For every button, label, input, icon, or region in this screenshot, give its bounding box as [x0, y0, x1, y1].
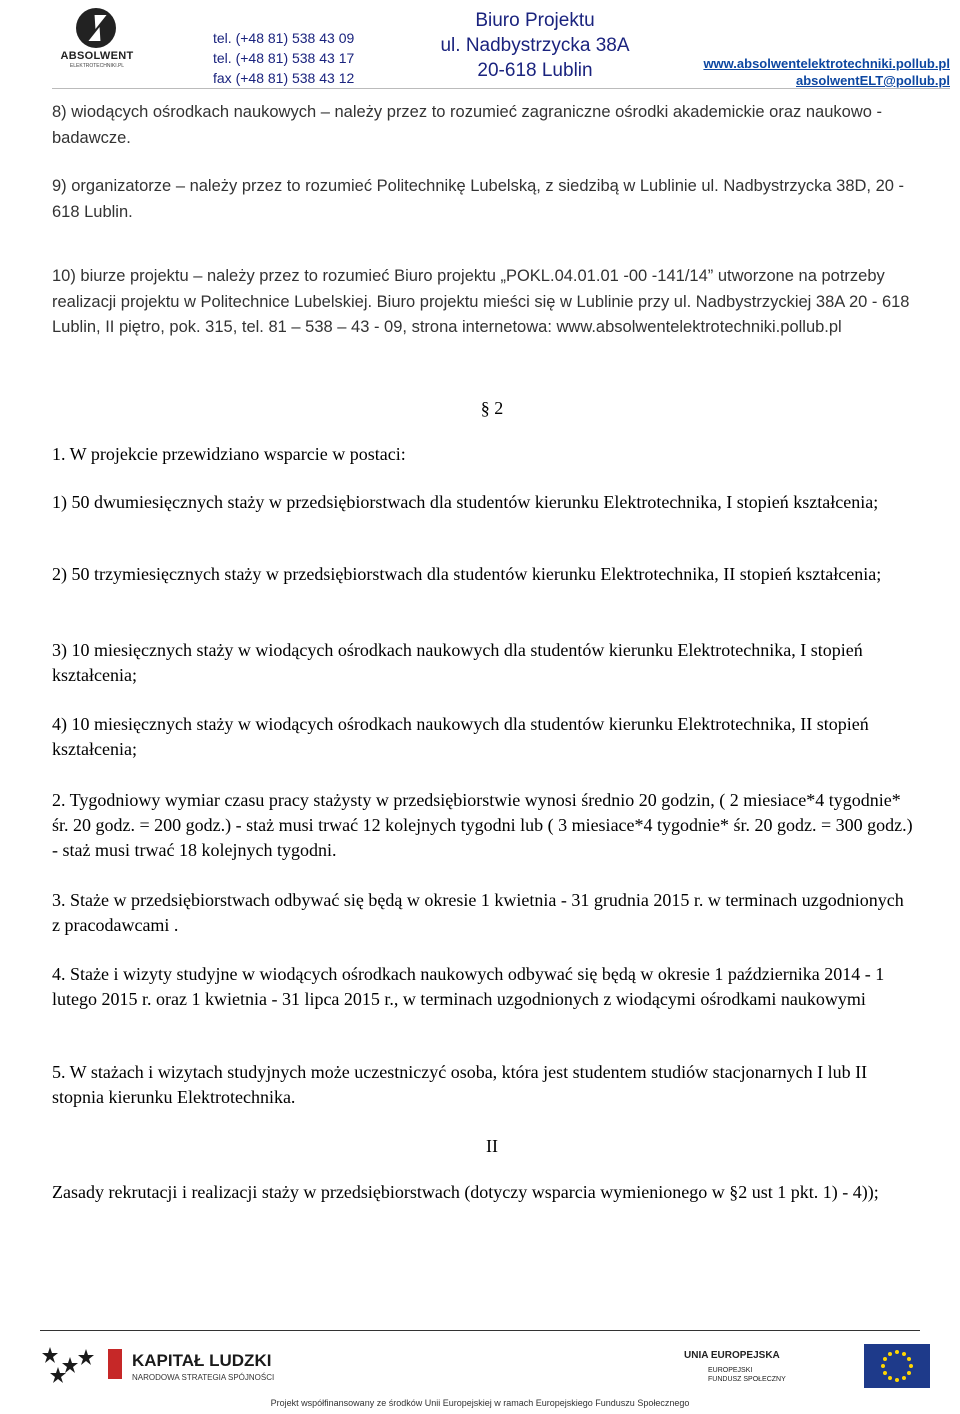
eu-stars-circle-icon — [864, 1344, 930, 1388]
stars-icon — [40, 1345, 100, 1385]
item-1: 1) 50 dwumiesięcznych staży w przedsiębiorstwach dla studentów kierunku Elektrotechnika, I stopień kształcenia; — [52, 492, 879, 512]
definition-9: 9) organizatorze – należy przez to rozumieć Politechnikę Lubelską, z siedzibą w Lublinie ul. Nadbystrzycka 38D, 20 - 618 Lublin. — [52, 177, 905, 221]
footer-divider — [40, 1330, 920, 1331]
eu-flag-icon — [864, 1344, 930, 1388]
eu-subtitle — [708, 1366, 786, 1384]
office-street: ul. Nadbystrzycka 38A — [440, 35, 630, 56]
fax: fax (+48 81) 538 43 12 — [213, 70, 355, 86]
kapital-ludzki-subtitle: NARODOWA STRATEGIA SPÓJNOŚCI — [132, 1373, 275, 1382]
logo-name: ABSOLWENT — [60, 50, 134, 62]
absolwent-logo — [52, 8, 142, 72]
definition-8: 8) wiodących ośrodkach naukowych – należy przez to rozumieć zagraniczne ośrodki akademickie oraz naukowo - badawcze. — [52, 103, 882, 147]
recruitment-rules: Zasady rekrutacji i realizacji staży w przedsiębiorstwach (dotyczy wsparcia wymienionego w §2 ust 1 pkt. 1) - 4)); — [52, 1182, 879, 1202]
section-ii-heading: II — [486, 1136, 498, 1156]
email-link[interactable]: absolwentELT@pollub.pl — [796, 73, 950, 88]
item-2: 2) 50 trzymiesięcznych staży w przedsiębiorstwach dla studentów kierunku Elektrotechnika, II stopień kształcenia; — [52, 564, 882, 584]
phone-1: tel. (+48 81) 538 43 09 — [213, 30, 355, 46]
phone-2: tel. (+48 81) 538 43 17 — [213, 50, 355, 66]
paragraph-1: 1. W projekcie przewidziano wsparcie w postaci: — [52, 444, 406, 464]
flag-mark — [108, 1349, 122, 1379]
website-link[interactable]: www.absolwentelektrotechniki.pollub.pl — [703, 56, 950, 71]
eu-subtitle-line-2: FUNDUSZ SPOŁECZNY — [708, 1376, 786, 1383]
paragraph-5: 5. W stażach i wizytach studyjnych może uczestniczyć osoba, która jest studentem studiów stacjonarnych I lub II stopnia kierunku Elektrotechnika. — [52, 1062, 868, 1107]
definition-10: 10) biurze projektu – należy przez to rozumieć Biuro projektu „POKL.04.01.01 -00 -141/14” utworzone na potrzeby realizacji projektu w Politechnice Lubelskiej. Biuro projektu mieści się w Lublinie przy ul. Nadbystrzyckiej 38A 20 - 618 Lublin, II piętro, pok. 315, tel. 81 – 538 – 43 - 09, strona internetowa: www.absolwentelektrotechniki.pollub.pl — [52, 267, 910, 336]
item-4: 4) 10 miesięcznych staży w wiodących ośrodkach naukowych dla studentów kierunku Elektrotechnika, II stopień kształcenia; — [52, 714, 869, 759]
eu-title: UNIA EUROPEJSKA — [684, 1350, 780, 1361]
eu-logo — [670, 1342, 930, 1390]
letterhead — [0, 0, 960, 90]
office-address — [420, 8, 650, 83]
section-2-heading: § 2 — [480, 398, 504, 418]
office-title: Biuro Projektu — [475, 10, 595, 31]
paragraph-3: 3. Staże w przedsiębiorstwach odbywać się będą w okresie 1 kwietnia - 31 grudnia 2015 r. w terminach uzgodnionych z pracodawcami . — [52, 890, 904, 935]
paragraph-2: 2. Tygodniowy wymiar czasu pracy stażysty w przedsiębiorstwie wynosi średnio 20 godzin, ( 2 miesiace*4 tygodnie* śr. 20 godz. = 200 godz.) - staż musi trwać 12 kolejnych tygodni lub ( 3 miesiace*4 tygodnie* śr. 20 godz. = 300 godz.) - staż musi trwać 18 kolejnych tygodni. — [52, 790, 913, 860]
kapital-ludzki-logo — [40, 1345, 340, 1385]
lightning-icon — [76, 8, 116, 48]
contact-phones — [213, 28, 354, 88]
web-contact — [703, 55, 950, 89]
office-city: 20-618 Lublin — [477, 60, 593, 81]
item-3: 3) 10 miesięcznych staży w wiodących ośrodkach naukowych dla studentów kierunku Elektrotechnika, I stopień kształcenia; — [52, 640, 863, 685]
header-divider — [52, 88, 950, 89]
kapital-ludzki-title: KAPITAŁ LUDZKI — [132, 1351, 272, 1370]
eu-subtitle-line-1: EUROPEJSKI — [708, 1367, 753, 1374]
logo-subtitle: ELEKTROTECHNIKI.PL — [69, 63, 125, 69]
cofinancing-note: Projekt współfinansowany ze środków Unii Europejskiej w ramach Europejskiego Funduszu Społecznego — [270, 1398, 690, 1408]
paragraph-4: 4. Staże i wizyty studyjne w wiodących ośrodkach naukowych odbywać się będą w okresie 1 października 2014 - 1 lutego 2015 r. oraz 1 kwietnia - 31 lipca 2015 r., w terminach uzgodnionych z wiodącymi ośrodkami naukowymi — [52, 964, 885, 1009]
